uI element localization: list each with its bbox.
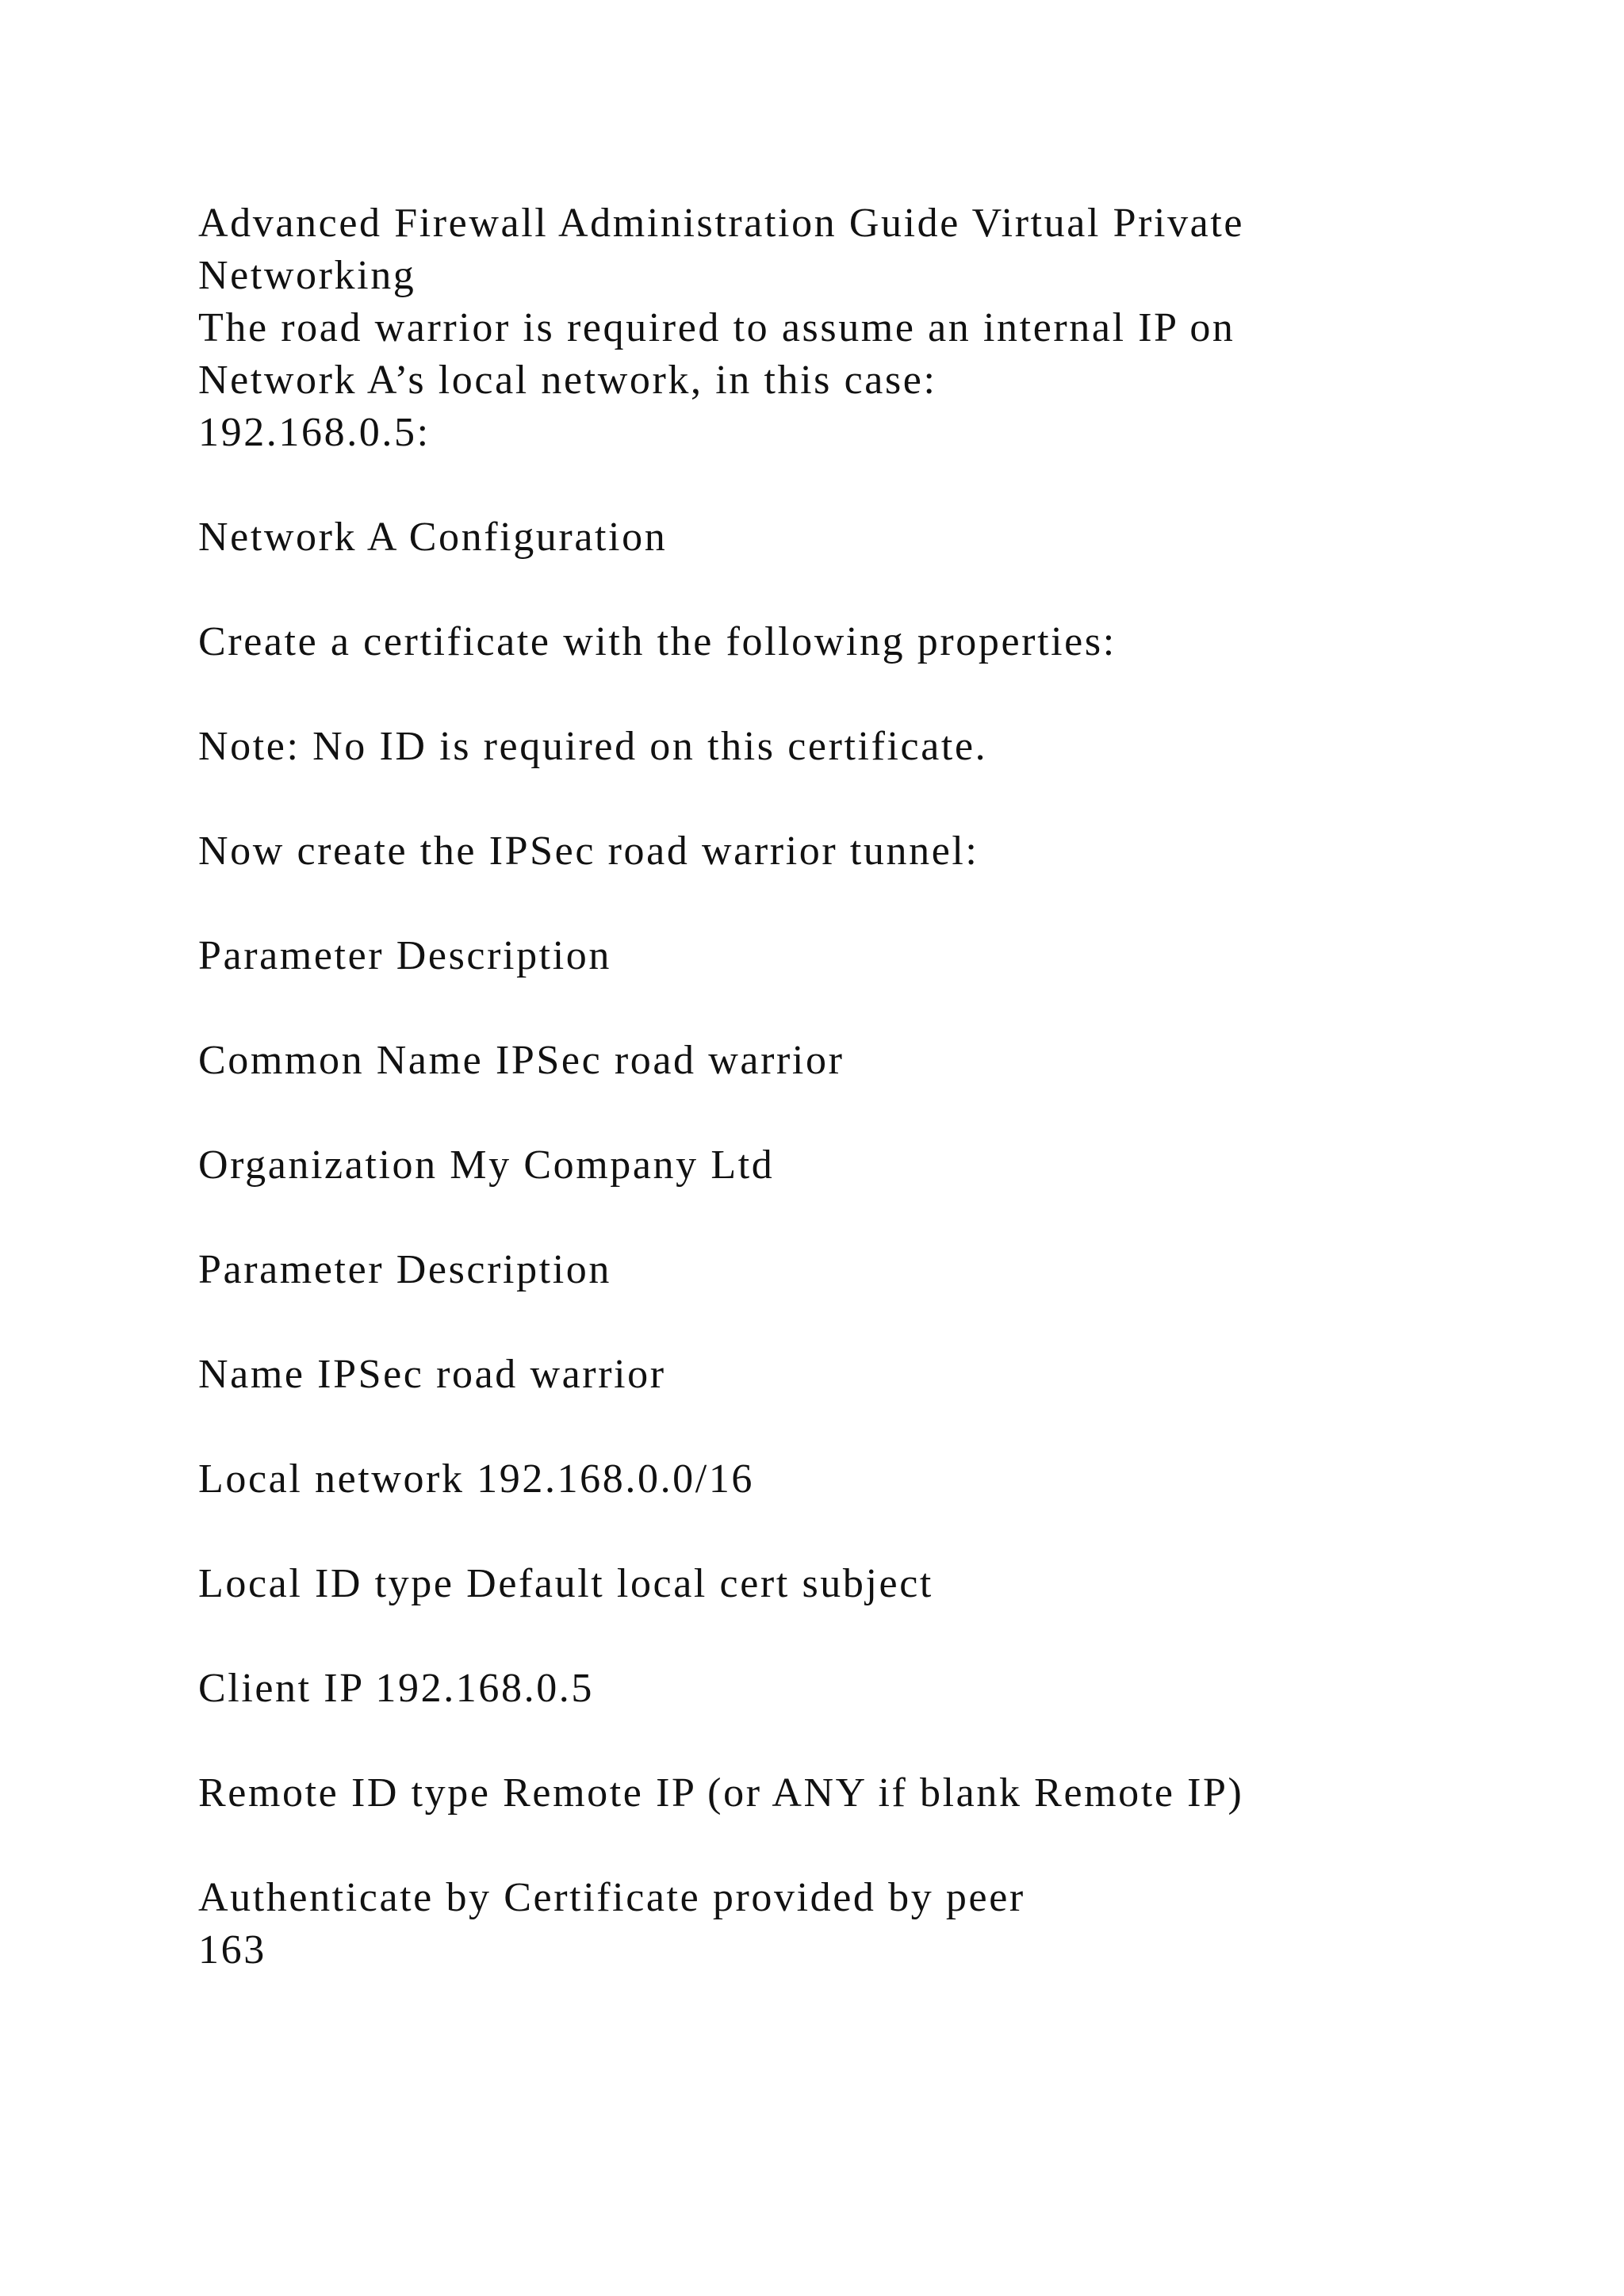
tunnel-table-row: Local ID type Default local cert subject	[198, 1561, 933, 1606]
intro-text-line-1: The road warrior is required to assume an internal IP on	[198, 305, 1235, 350]
certificate-instruction: Create a certificate with the following properties:	[198, 619, 1116, 664]
tunnel-table-header: Parameter Description	[198, 1247, 611, 1292]
tunnel-table-row: Remote ID type Remote IP (or ANY if blank Remote IP)	[198, 1770, 1244, 1816]
document-header-line-1: Advanced Firewall Administration Guide Virtual Private	[198, 201, 1245, 246]
page-number: 163	[198, 1927, 266, 1973]
section-heading: Network A Configuration	[198, 515, 668, 560]
certificate-table-row: Organization My Company Ltd	[198, 1142, 775, 1188]
intro-text-line-2: Network A’s local network, in this case:	[198, 358, 937, 403]
tunnel-table-row: Client IP 192.168.0.5	[198, 1666, 595, 1711]
tunnel-table-row: Authenticate by Certificate provided by peer	[198, 1875, 1025, 1920]
certificate-table-header: Parameter Description	[198, 933, 611, 978]
certificate-table-row: Common Name IPSec road warrior	[198, 1038, 845, 1083]
document-header-line-2: Networking	[198, 253, 416, 298]
tunnel-instruction: Now create the IPSec road warrior tunnel:	[198, 828, 979, 874]
tunnel-table-row: Local network 192.168.0.0/16	[198, 1456, 755, 1502]
certificate-note: Note: No ID is required on this certificate.	[198, 724, 988, 769]
intro-text-line-3: 192.168.0.5:	[198, 410, 431, 455]
tunnel-table-row: Name IPSec road warrior	[198, 1352, 666, 1397]
